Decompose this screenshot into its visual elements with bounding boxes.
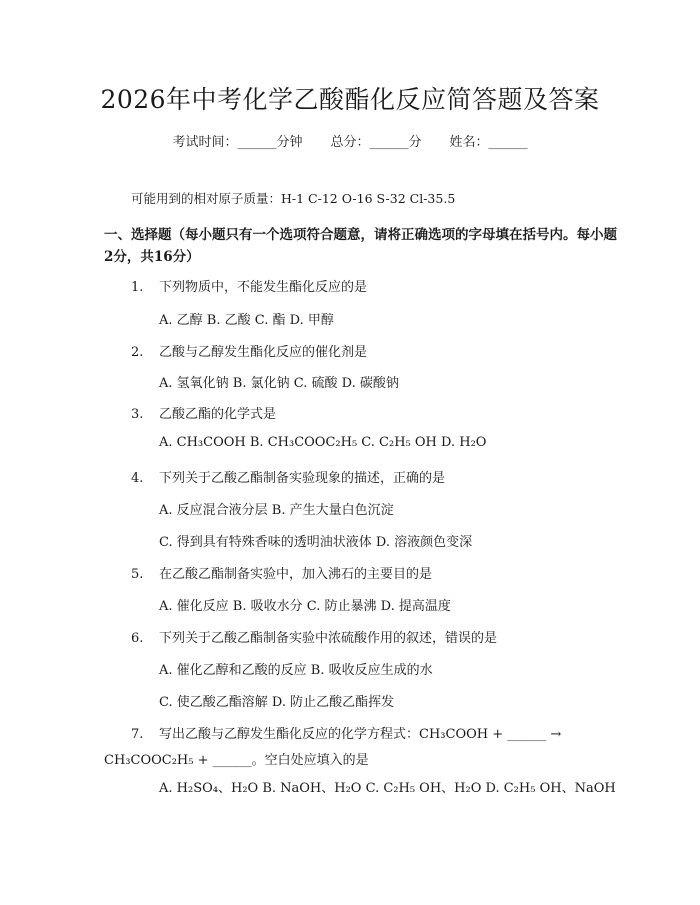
question-1-options: A. 乙醇 B. 乙酸 C. 酯 D. 甲醇 <box>159 313 334 328</box>
question-4-options-line1: A. 反应混合液分层 B. 产生大量白色沉淀 <box>159 503 394 518</box>
question-5 <box>131 563 432 582</box>
atomic-mass-note: 可能用到的相对原子质量：H-1 C-12 O-16 S-32 Cl-35.5 <box>131 191 456 206</box>
question-text: 下列关于乙酸乙酯制备实验现象的描述，正确的是 <box>159 471 446 486</box>
question-text: 下列物质中，不能发生酯化反应的是 <box>159 280 368 295</box>
question-number: 6. <box>131 631 144 646</box>
question-1 <box>131 276 367 295</box>
question-4-options-line2: C. 得到具有特殊香味的透明油状液体 D. 溶液颜色变深 <box>159 535 473 550</box>
question-4 <box>131 467 445 486</box>
question-number: 5. <box>131 567 144 582</box>
question-text: 在乙酸乙酯制备实验中，加入沸石的主要目的是 <box>159 567 433 582</box>
question-text: 写出乙酸与乙醇发生酯化反应的化学方程式：CH₃COOH + ______ → <box>159 727 562 742</box>
question-number: 3. <box>131 407 144 422</box>
question-text: 下列关于乙酸乙酯制备实验中浓硫酸作用的叙述，错误的是 <box>159 631 498 646</box>
question-6-options-line1: A. 催化乙醇和乙酸的反应 B. 吸收反应生成的水 <box>159 663 433 678</box>
question-7-options: A. H₂SO₄、H₂O B. NaOH、H₂O C. C₂H₅ OH、H₂O D. C₂H₅ OH、NaOH <box>159 781 616 796</box>
question-number: 2. <box>131 345 144 360</box>
question-number: 7. <box>131 727 144 742</box>
question-2 <box>131 341 367 360</box>
question-text: 乙酸与乙醇发生酯化反应的催化剂是 <box>159 345 368 360</box>
question-6-options-line2: C. 使乙酸乙酯溶解 D. 防止乙酸乙酯挥发 <box>159 695 395 710</box>
exam-time: 考试时间：______分钟 <box>172 135 303 150</box>
question-number: 1. <box>131 280 144 295</box>
question-text: 乙酸乙酯的化学式是 <box>159 407 277 422</box>
question-6 <box>131 627 497 646</box>
question-2-options: A. 氢氧化钠 B. 氯化钠 C. 硫酸 D. 碳酸钠 <box>159 376 399 391</box>
section-heading: 一、选择题（每小题只有一个选项符合题意，请将正确选项的字母填在括号内。每小题2分，共16分） <box>104 227 617 265</box>
exam-meta <box>0 131 700 150</box>
question-3 <box>131 403 276 422</box>
question-7 <box>131 723 561 742</box>
total-score: 总分：______分 <box>330 135 422 150</box>
student-name: 姓名：______ <box>449 135 528 150</box>
question-number: 4. <box>131 471 144 486</box>
page-title: 2026年中考化学乙酸酯化反应简答题及答案 <box>100 85 600 114</box>
question-3-options: A. CH₃COOH B. CH₃COOC₂H₅ C. C₂H₅ OH D. H₂O <box>159 435 487 450</box>
question-5-options: A. 催化反应 B. 吸收水分 C. 防止暴沸 D. 提高温度 <box>159 599 451 614</box>
question-7-continuation: CH₃COOC₂H₅ + ______。空白处应填入的是 <box>104 753 369 768</box>
